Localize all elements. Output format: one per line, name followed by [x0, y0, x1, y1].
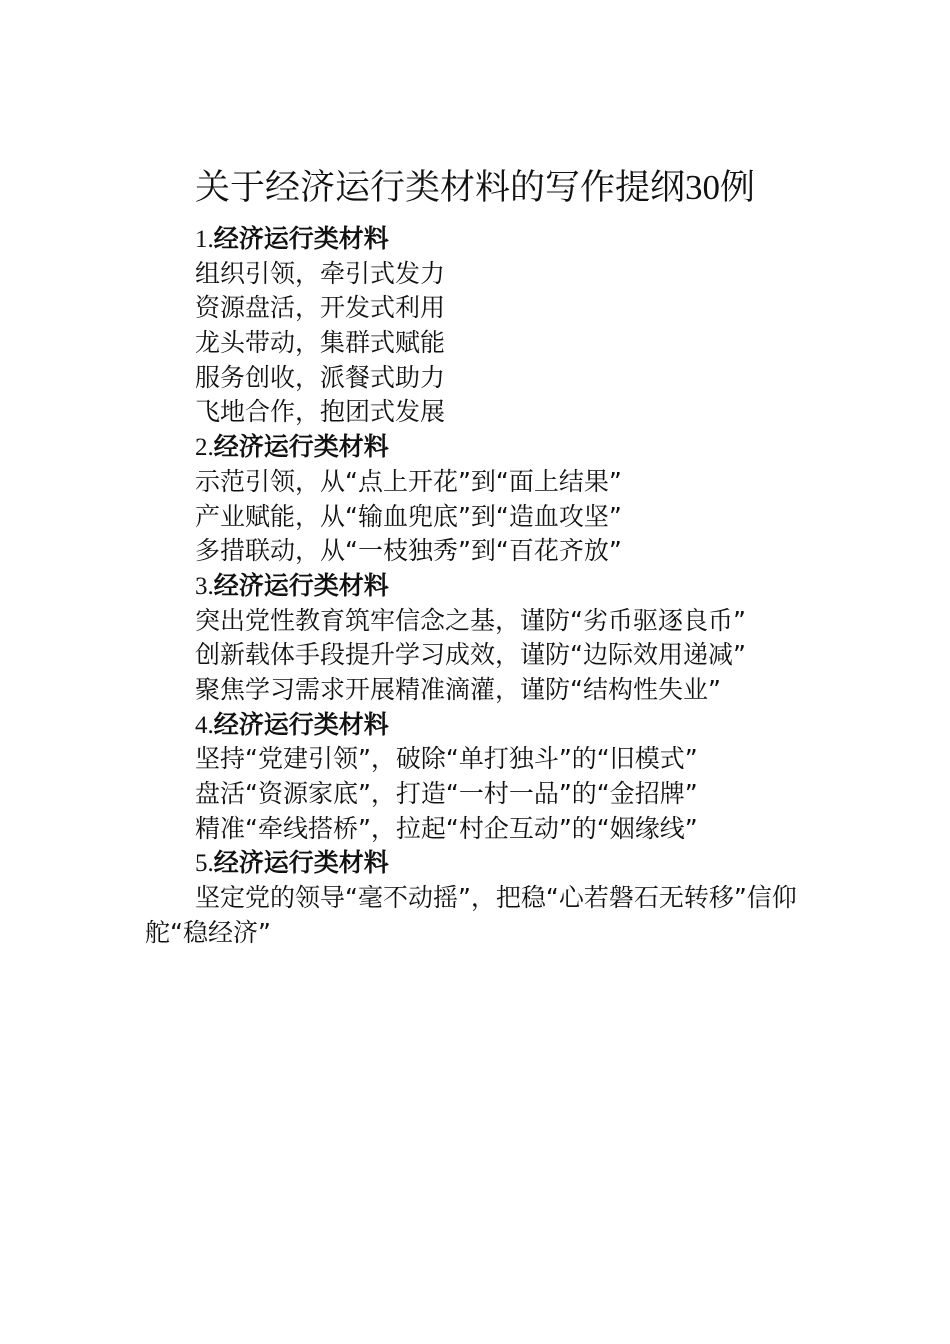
title-suffix: 例: [720, 168, 756, 208]
outline-line: 精准“牵线搭桥”，拉起“村企互动”的“姻缘线”: [195, 813, 698, 843]
body-paragraph: 坚定党的领导“毫不动摇”，把稳“心若磐石无转移”信仰舵“稳经济”: [145, 883, 797, 947]
outline-line: 聚焦学习需求开展精准滴灌，谨防“结构性失业”: [195, 674, 721, 704]
document-body: [145, 222, 825, 950]
section-heading-3: [145, 569, 825, 604]
outline-line: 产业赋能，从“输血兜底”到“造血攻坚”: [195, 501, 622, 531]
title-text: 关于经济运行类材料的写作提纲: [194, 168, 685, 208]
section-number: 1.: [195, 226, 214, 253]
section-number: 2.: [195, 434, 214, 462]
title-count: 30: [685, 168, 720, 207]
outline-line: 龙头带动，集群式赋能: [195, 328, 446, 358]
section-heading-text: 经济运行类材料: [213, 224, 389, 253]
section-heading-4: [145, 708, 825, 743]
section-heading-text: 经济运行类材料: [213, 432, 389, 462]
section-heading-text: 经济运行类材料: [213, 570, 389, 600]
outline-line: 服务创收，派餐式助力: [195, 362, 446, 392]
outline-line: 示范引领，从“点上开花”到“面上结果”: [195, 466, 622, 496]
document-title: [0, 166, 950, 210]
outline-line: 组织引领，牵引式发力: [195, 258, 446, 288]
outline-line: 突出党性教育筑牢信念之基，谨防“劣币驱逐良币”: [195, 605, 746, 635]
outline-line: 资源盘活，开发式利用: [195, 293, 446, 323]
section-heading-1: [145, 222, 825, 257]
outline-line: 飞地合作，抱团式发展: [195, 397, 446, 427]
section-heading-5: [145, 846, 825, 881]
outline-line: 多措联动，从“一枝独秀”到“百花齐放”: [195, 536, 622, 566]
section-heading-text: 经济运行类材料: [213, 709, 389, 739]
section-number: 5.: [195, 850, 214, 878]
outline-line: 坚持“党建引领”，破除“单打独斗”的“旧模式”: [195, 744, 698, 774]
section-heading-2: [145, 430, 825, 465]
outline-line: 创新载体手段提升学习成效，谨防“边际效用递减”: [195, 640, 746, 670]
outline-line: 盘活“资源家底”，打造“一村一品”的“金招牌”: [195, 779, 698, 808]
section-number: 3.: [195, 572, 214, 600]
section-number: 4.: [195, 711, 214, 739]
section-heading-text: 经济运行类材料: [213, 848, 389, 878]
